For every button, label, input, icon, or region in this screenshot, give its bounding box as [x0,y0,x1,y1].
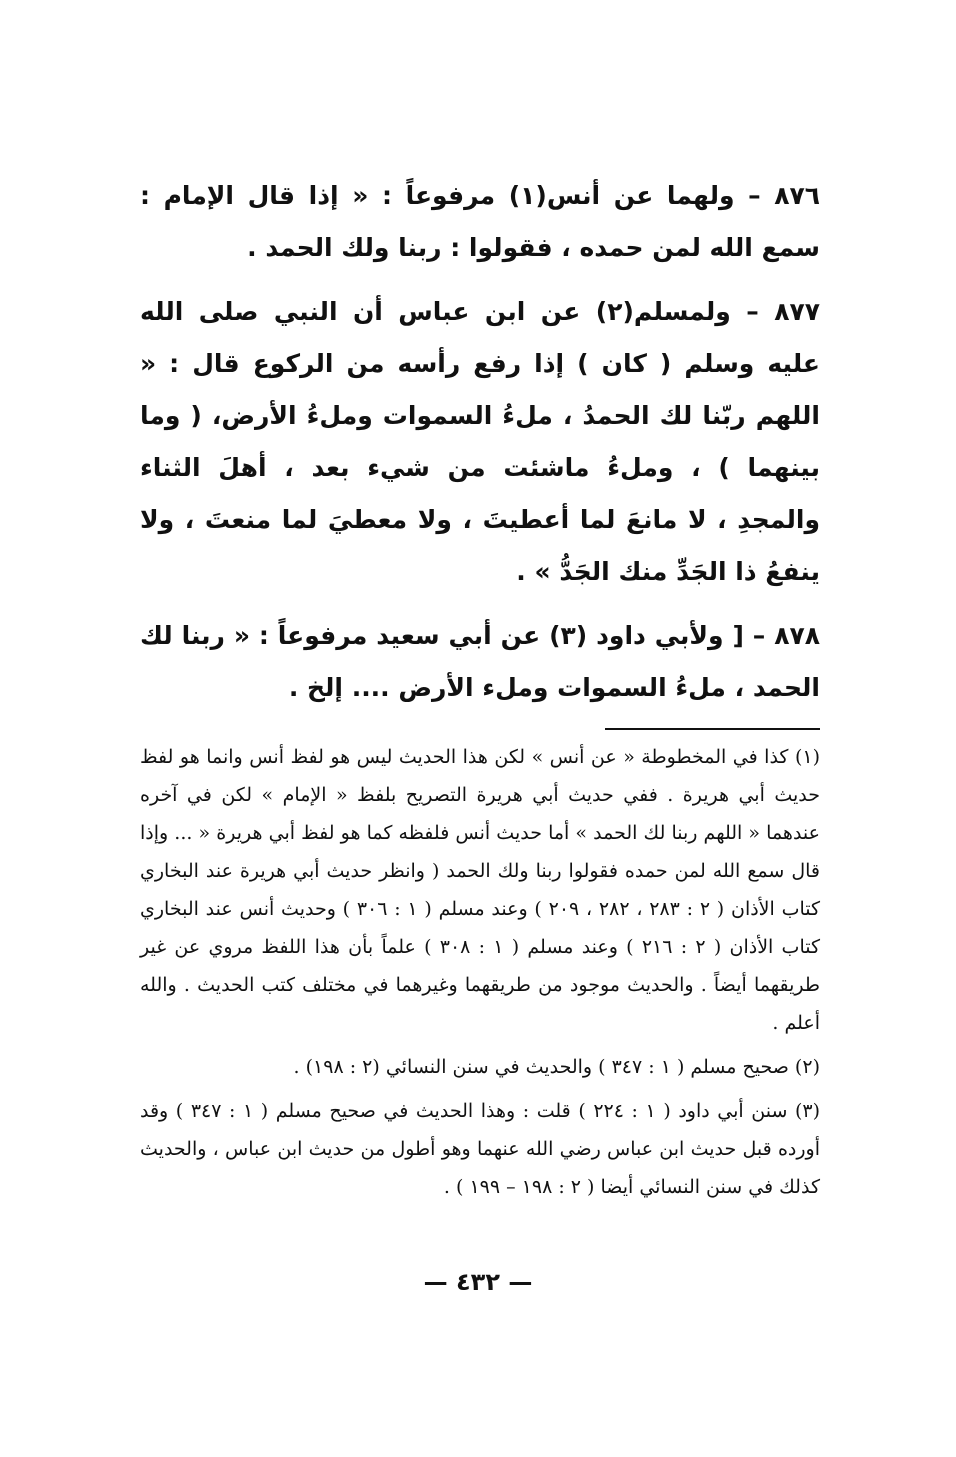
hadith-876: ٨٧٦ – ولهما عن أنس(١) مرفوعاً : « إذا قال الإمام : سمع الله لمن حمده ، فقولوا : ربنا ولك الحمد . [140,181,820,262]
page-number: — ٤٣٢ — [423,1268,533,1296]
footnote-divider [605,728,820,730]
footnote-2: (٢) صحيح مسلم ( ١ : ٣٤٧ ) والحديث في سنن النسائي (٢ : ١٩٨) . [293,1056,820,1078]
footnote-3: (٣) سنن أبي داود ( ١ : ٢٢٤ ) قلت : وهذا الحديث في صحيح مسلم ( ١ : ٣٤٧ ) وقد أورده قبل حديث ابن عباس رضي الله عنهما وهو أطول من حديث ابن عباس ، والحديث كذلك في سنن النسائي أيضا ( ٢ : ١٩٨ – ١٩٩ ) . [140,1100,821,1198]
footnote-1: (١) كذا في المخطوطة « عن أنس » لكن هذا الحديث ليس هو لفظ أنس وانما هو لفظ حديث أبي هريرة . ففي حديث أبي هريرة التصريح بلفظ « الإمام » لكن في آخره عندهما « اللهم ربنا لك الحمد » أما حديث أنس فلفظه كما هو لفظ أبي هريرة « ... وإذا قال سمع الله لمن حمده فقولوا ربنا ولك الحمد ( وانظر حديث أبي هريرة عند البخاري كتاب الأذان ( ٢ : ٢٨٣ ، ٢٨٢ ، ٢٠٩ ) وعند مسلم ( ١ : ٣٠٦ ) وحديث أنس عند البخاري كتاب الأذان ( ٢ : ٢١٦ ) وعند مسلم ( ١ : ٣٠٨ ) علماً بأن هذا اللفظ مروي عن غير طريقهما أيضاً . والحديث موجود من طريقهما وغيرهما في مختلف كتب الحديث . والله أعلم . [140,746,821,1034]
page-body [140,170,820,1320]
hadith-878: ٨٧٨ – [ ولأبي داود (٣) عن أبي سعيد مرفوعاً : « ربنا لك الحمد ، ملءُ السموات وملء الأرض .... إلخ . [140,621,820,702]
hadith-877: ٨٧٧ – ولمسلم(٢) عن ابن عباس أن النبي صلى الله عليه وسلم ( كان ) إذا رفع رأسه من الركوع قال : « اللهم ربّنا لك الحمدُ ، ملءُ السموات وملءُ الأرض، ( وما بينهما ) ، وملءُ ماشئت من شيء بعد ، أهلَ الثناء والمجدِ ، لا مانعَ لما أعطيتَ ، ولا معطيَ لما منعتَ ، ولا ينفعُ ذا الجَدِّ منك الجَدُّ » . [140,297,820,586]
